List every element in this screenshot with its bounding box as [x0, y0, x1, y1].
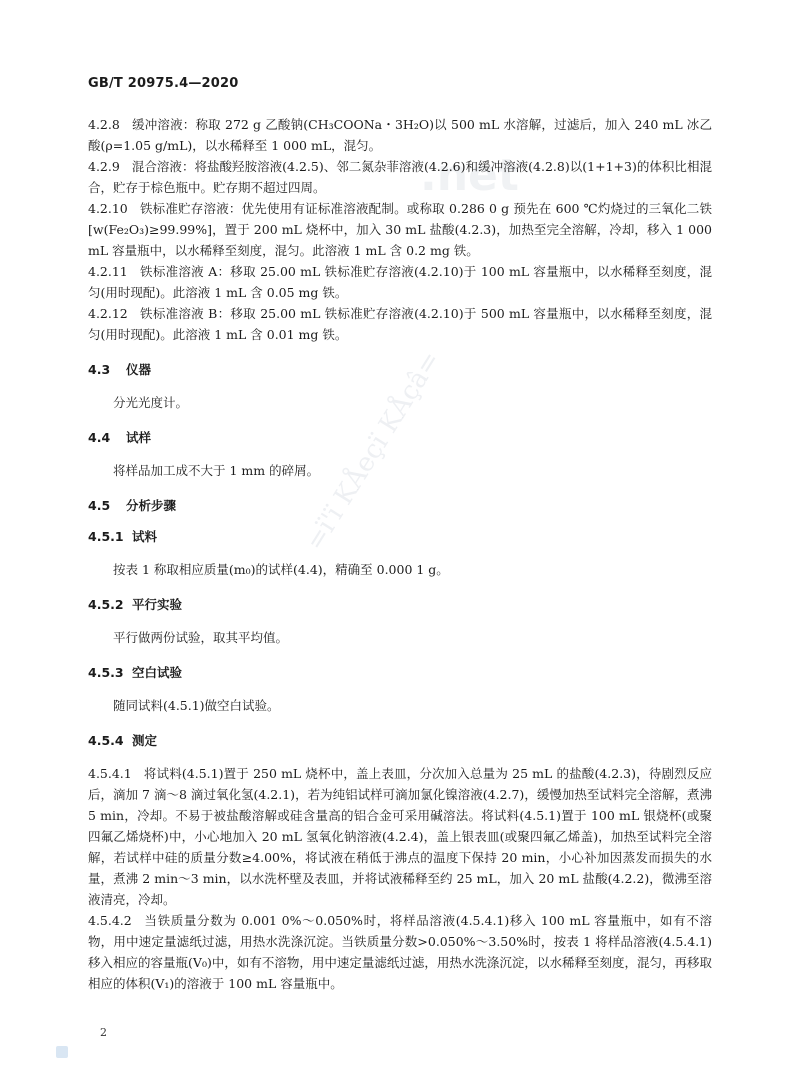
clause-number: 4.5.4.1 — [88, 766, 132, 781]
section-4-4-body: 将样品加工成不大于 1 mm 的碎屑。 — [113, 463, 320, 478]
clause-number: 4.5.4.2 — [88, 913, 132, 928]
clause-number: 4.2.11 — [88, 264, 128, 279]
section-number: 4.4 — [88, 430, 111, 445]
section-title: 空白试验 — [132, 665, 183, 680]
clause-text: 缓冲溶液：称取 272 g 乙酸钠(CH₃COONa・3H₂O)以 500 mL 水溶解，过滤后，加入 240 mL 冰乙酸(ρ=1.05 g/mL)，以水稀释至 1 000 mL，混匀。 — [88, 117, 712, 153]
section-title: 仪器 — [126, 362, 152, 377]
standard-code-header: GB/T 20975.4—2020 — [88, 76, 239, 91]
section-4-3-heading — [88, 359, 712, 380]
clause-text: 混合溶液：将盐酸羟胺溶液(4.2.5)、邻二氮杂菲溶液(4.2.6)和缓冲溶液(4.2.8)以(1+1+3)的体积比相混合，贮存于棕色瓶中。贮存期不超过四周。 — [88, 159, 712, 195]
clause-text: 将试料(4.5.1)置于 250 mL 烧杯中，盖上表皿，分次加入总量为 25 mL 的盐酸(4.2.3)，待剧烈反应后，滴加 7 滴～8 滴过氧化氢(4.2.1)，若为纯铝试样可滴加氯化镍溶液(4.2.7)，缓慢加热至试料完全溶解，煮沸 5 min，冷却。不易于被盐酸溶解或硅含量高的铝合金可采用碱溶法。将试料(4.5.1)置于 100 mL 银烧杯(或聚四氟乙烯烧杯)中，小心地加入 20 mL 氢氧化钠溶液(4.2.4)，盖上银表皿(或聚四氟乙烯盖)，加热至试料完全溶解，若试样中硅的质量分数≥4.00%，将试液在稍低于沸点的温度下保持 20 min，小心补加因蒸发而损失的水量，煮沸 2 min～3 min，以水洗杯壁及表皿，并将试液稀释至约 25 mL，加入 20 mL 盐酸(4.2.2)，微沸至溶液清亮，冷却。 — [88, 766, 712, 907]
watermark-top: .net — [420, 150, 519, 201]
section-title: 分析步骤 — [126, 498, 177, 513]
clause-text: 铁标准溶液 A：移取 25.00 mL 铁标准贮存溶液(4.2.10)于 100 mL 容量瓶中，以水稀释至刻度，混匀(用时现配)。此溶液 1 mL 含 0.05 mg 铁。 — [88, 264, 712, 300]
section-title: 测定 — [132, 733, 158, 748]
section-4-5-1-heading — [88, 526, 712, 547]
section-number: 4.5 — [88, 498, 111, 513]
clause-number: 4.2.12 — [88, 306, 128, 321]
section-4-5-3-body: 随同试料(4.5.1)做空白试验。 — [113, 698, 280, 713]
section-number: 4.5.1 — [88, 529, 124, 544]
clause-4-2-8 — [88, 114, 712, 156]
clause-text: 铁标准溶液 B：移取 25.00 mL 铁标准贮存溶液(4.2.10)于 500 mL 容量瓶中，以水稀释至刻度，混匀(用时现配)。此溶液 1 mL 含 0.01 mg 铁。 — [88, 306, 712, 342]
section-number: 4.5.4 — [88, 733, 124, 748]
clause-number: 4.2.9 — [88, 159, 120, 174]
corner-logo-mark — [56, 1046, 68, 1058]
section-number: 4.5.2 — [88, 597, 124, 612]
clause-number: 4.2.10 — [88, 201, 128, 216]
clause-4-5-4-1 — [88, 763, 712, 910]
section-number: 4.3 — [88, 362, 111, 377]
section-title: 试样 — [126, 430, 152, 445]
section-title: 试料 — [132, 529, 158, 544]
clause-4-2-12 — [88, 303, 712, 345]
section-4-5-2-heading — [88, 594, 712, 615]
section-number: 4.5.3 — [88, 665, 124, 680]
clause-4-2-9 — [88, 156, 712, 198]
clause-4-5-4-2 — [88, 910, 712, 994]
section-4-4-heading — [88, 427, 712, 448]
section-4-5-3-heading — [88, 662, 712, 683]
section-4-5-4-heading — [88, 730, 712, 751]
section-4-5-1-body: 按表 1 称取相应质量(m₀)的试样(4.4)，精确至 0.000 1 g。 — [113, 562, 449, 577]
clause-number: 4.2.8 — [88, 117, 120, 132]
section-4-5-heading — [88, 495, 712, 516]
document-body — [88, 114, 712, 994]
page-number: 2 — [100, 1026, 107, 1039]
clause-4-2-11 — [88, 261, 712, 303]
clause-4-2-10 — [88, 198, 712, 261]
watermark-diagonal: =ï'ï KÅeçï KÅçâ= — [300, 346, 447, 556]
clause-text: 当铁质量分数为 0.001 0%～0.050%时，将样品溶液(4.5.4.1)移入 100 mL 容量瓶中，如有不溶物，用中速定量滤纸过滤，用热水洗涤沉淀。当铁质量分数>0.050%～3.50%时，按表 1 将样品溶液(4.5.4.1)移入相应的容量瓶(V₀)中，如有不溶物，用中速定量滤纸过滤，用热水洗涤沉淀，以水稀释至刻度，混匀，再移取相应的体积(V₁)的溶液于 100 mL 容量瓶中。 — [88, 913, 712, 991]
section-title: 平行实验 — [132, 597, 183, 612]
section-4-3-body: 分光光度计。 — [113, 395, 189, 410]
section-4-5-2-body: 平行做两份试验，取其平均值。 — [113, 630, 289, 645]
clause-text: 铁标准贮存溶液：优先使用有证标准溶液配制。或称取 0.286 0 g 预先在 600 ℃灼烧过的三氧化二铁[w(Fe₂O₃)≥99.99%]，置于 200 mL 烧杯中，加入 30 mL 盐酸(4.2.3)，加热至完全溶解，冷却，移入 1 000 mL 容量瓶中，以水稀释至刻度，混匀。此溶液 1 mL 含 0.2 mg 铁。 — [88, 201, 712, 258]
